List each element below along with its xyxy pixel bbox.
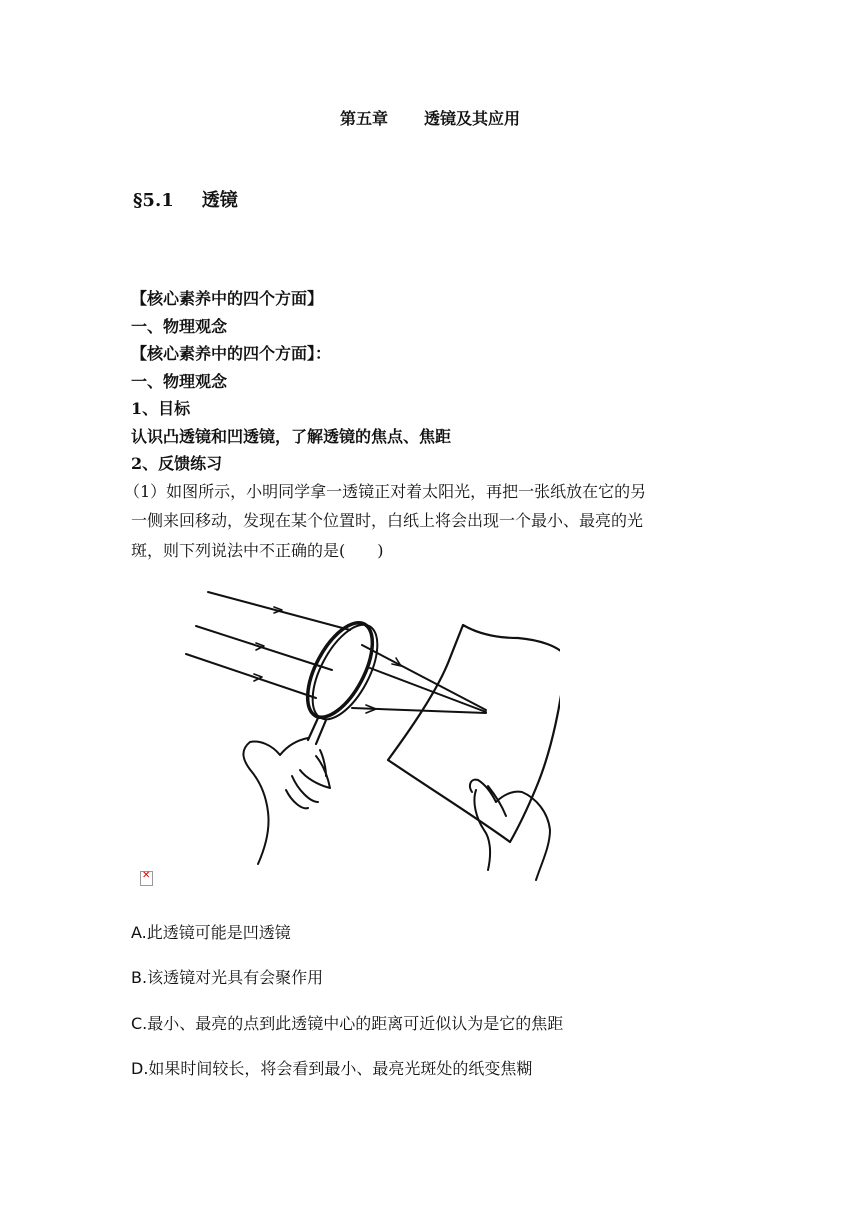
magnifier-handle [308,718,326,744]
right-hand [470,780,550,880]
option-a[interactable] [131,920,291,943]
physics-concept-subheading: 一、物理观念 [131,317,228,336]
section-number: §5.1 [133,190,174,211]
option-a-letter: A. [131,923,147,942]
option-d-text: 如果时间较长，将会看到最小、最亮光斑处的纸变焦糊 [148,1059,533,1078]
broken-image-icon [140,871,153,886]
section-name: 透镜 [201,190,238,211]
option-b-letter: B. [131,968,148,987]
chapter-title [0,106,860,129]
option-d[interactable] [131,1056,532,1079]
option-d-letter: D. [131,1059,149,1078]
practice-label: 2、反馈练习 [131,454,223,473]
chapter-name: 透镜及其应用 [424,109,521,128]
goal-label: 1、目标 [131,399,191,418]
question-line-1: （1）如图所示，小明同学拿一透镜正对着太阳光，再把一张纸放在它的另 [124,482,647,501]
question-line-2: 一侧来回移动，发现在某个位置时，白纸上将会出现一个最小、最亮的光 [131,511,644,530]
core-literacy-heading-repeat: 【核心素养中的四个方面】： [131,344,332,363]
goal-text: 认识凸透镜和凹透镜，了解透镜的焦点、焦距 [131,427,452,446]
magnifier-figure [180,580,560,895]
physics-concept-subheading-repeat: 一、物理观念 [131,372,228,391]
left-hand [243,738,330,864]
option-a-text: 此透镜可能是凹透镜 [146,923,291,942]
option-c[interactable] [131,1011,563,1034]
question-line-3: 斑，则下列说法中不正确的是( ) [131,541,384,560]
option-c-text: 最小、最亮的点到此透镜中心的距离可近似认为是它的焦距 [147,1014,564,1033]
option-b-text: 该透镜对光具有会聚作用 [147,968,324,987]
section-title [133,186,238,212]
core-literacy-heading: 【核心素养中的四个方面】 [131,289,324,308]
chapter-number: 第五章 [339,109,388,128]
option-c-letter: C. [131,1014,148,1033]
paper-sheet [388,625,560,842]
option-b[interactable] [131,965,323,988]
